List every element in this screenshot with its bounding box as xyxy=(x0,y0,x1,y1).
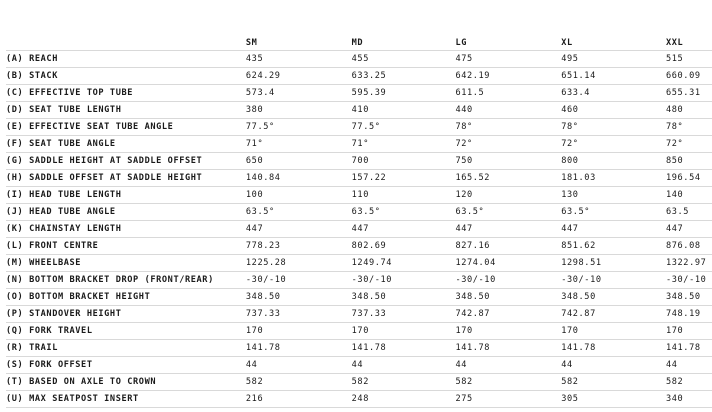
header-size-sm: SM xyxy=(245,38,258,48)
cell-sm: 348.50 xyxy=(245,292,281,302)
cell-xxl: 480 xyxy=(665,105,684,115)
table-row xyxy=(6,357,712,374)
cell-xxl: 515 xyxy=(665,54,684,64)
geometry-table xyxy=(6,36,712,408)
table-row xyxy=(6,68,712,85)
header-size-lg: LG xyxy=(455,38,467,48)
cell-lg: -30/-10 xyxy=(455,275,496,285)
cell-xxl: 141.78 xyxy=(665,343,701,353)
cell-lg: 1274.04 xyxy=(455,258,496,268)
row-label: (A) REACH xyxy=(6,54,58,64)
cell-md: 1249.74 xyxy=(351,258,393,268)
row-label: (N) BOTTOM BRACKET DROP (FRONT/REAR) xyxy=(6,275,214,285)
cell-lg: 120 xyxy=(455,190,473,200)
row-label: (Q) FORK TRAVEL xyxy=(6,326,93,336)
cell-xl: 181.03 xyxy=(561,173,596,183)
cell-xl: 742.87 xyxy=(561,309,596,319)
cell-md: -30/-10 xyxy=(351,275,393,285)
cell-sm: -30/-10 xyxy=(245,275,287,285)
cell-lg: 141.78 xyxy=(455,343,491,353)
cell-md: 410 xyxy=(351,105,369,115)
table-row xyxy=(6,204,712,221)
row-label: (J) HEAD TUBE ANGLE xyxy=(6,207,116,217)
cell-xxl: 44 xyxy=(665,360,678,370)
table-row xyxy=(6,221,712,238)
cell-sm: 100 xyxy=(245,190,264,200)
cell-xl: 582 xyxy=(561,377,579,387)
row-label: (M) WHEELBASE xyxy=(6,258,82,268)
cell-sm: 216 xyxy=(245,394,264,404)
cell-md: 455 xyxy=(351,54,369,64)
table-row xyxy=(6,391,712,408)
table-row xyxy=(6,85,712,102)
row-label: (C) EFFECTIVE TOP TUBE xyxy=(6,88,134,98)
cell-xxl: 140 xyxy=(665,190,684,200)
row-label: (K) CHAINSTAY LENGTH xyxy=(6,224,122,234)
cell-xxl: 850 xyxy=(665,156,684,166)
cell-lg: 165.52 xyxy=(455,173,491,183)
row-label: (L) FRONT CENTRE xyxy=(6,241,99,251)
cell-sm: 44 xyxy=(245,360,258,370)
cell-sm: 573.4 xyxy=(245,88,275,98)
cell-xxl: 582 xyxy=(665,377,684,387)
table-row xyxy=(6,306,712,323)
cell-lg: 447 xyxy=(455,224,473,234)
cell-lg: 72° xyxy=(455,139,473,149)
header-size-xxl: XXL xyxy=(665,38,684,48)
cell-xl: 78° xyxy=(561,122,579,132)
cell-sm: 778.23 xyxy=(245,241,281,251)
cell-md: 110 xyxy=(351,190,369,200)
cell-xl: 348.50 xyxy=(561,292,596,302)
row-label: (S) FORK OFFSET xyxy=(6,360,93,370)
cell-md: 77.5° xyxy=(351,122,381,132)
row-label: (B) STACK xyxy=(6,71,58,81)
cell-xl: 447 xyxy=(561,224,579,234)
cell-md: 157.22 xyxy=(351,173,387,183)
table-body xyxy=(6,51,712,408)
table-row xyxy=(6,323,712,340)
table-row xyxy=(6,153,712,170)
table-row xyxy=(6,238,712,255)
cell-sm: 170 xyxy=(245,326,264,336)
cell-sm: 582 xyxy=(245,377,264,387)
cell-sm: 141.78 xyxy=(245,343,281,353)
cell-xl: 1298.51 xyxy=(561,258,602,268)
cell-xxl: 196.54 xyxy=(665,173,701,183)
cell-xl: 851.62 xyxy=(561,241,596,251)
cell-sm: 1225.28 xyxy=(245,258,287,268)
table-row xyxy=(6,136,712,153)
cell-sm: 447 xyxy=(245,224,264,234)
cell-xxl: 1322.97 xyxy=(665,258,707,268)
row-label: (H) SADDLE OFFSET AT SADDLE HEIGHT xyxy=(6,173,203,183)
cell-md: 348.50 xyxy=(351,292,387,302)
cell-xl: 460 xyxy=(561,105,579,115)
cell-lg: 63.5° xyxy=(455,207,485,217)
cell-sm: 63.5° xyxy=(245,207,275,217)
cell-md: 633.25 xyxy=(351,71,387,81)
cell-xl: 495 xyxy=(561,54,579,64)
table-header xyxy=(6,36,712,51)
cell-md: 248 xyxy=(351,394,369,404)
row-label: (E) EFFECTIVE SEAT TUBE ANGLE xyxy=(6,122,174,132)
cell-md: 44 xyxy=(351,360,364,370)
header-size-md: MD xyxy=(351,38,364,48)
cell-xxl: 660.09 xyxy=(665,71,701,81)
cell-md: 141.78 xyxy=(351,343,387,353)
table-row xyxy=(6,170,712,187)
row-label: (U) MAX SEATPOST INSERT xyxy=(6,394,139,404)
cell-xxl: 876.08 xyxy=(665,241,701,251)
table-row xyxy=(6,187,712,204)
cell-xxl: 340 xyxy=(665,394,684,404)
cell-md: 447 xyxy=(351,224,369,234)
cell-md: 802.69 xyxy=(351,241,387,251)
cell-xl: 800 xyxy=(561,156,579,166)
cell-xl: 72° xyxy=(561,139,579,149)
cell-xxl: 447 xyxy=(665,224,684,234)
cell-xxl: 63.5 xyxy=(665,207,690,217)
cell-lg: 742.87 xyxy=(455,309,491,319)
cell-xl: 305 xyxy=(561,394,579,404)
row-label: (P) STANDOVER HEIGHT xyxy=(6,309,122,319)
cell-lg: 78° xyxy=(455,122,473,132)
cell-xl: 633.4 xyxy=(561,88,591,98)
cell-xl: 651.14 xyxy=(561,71,596,81)
cell-sm: 624.29 xyxy=(245,71,281,81)
row-label: (T) BASED ON AXLE TO CROWN xyxy=(6,377,157,387)
table-row xyxy=(6,255,712,272)
cell-lg: 275 xyxy=(455,394,473,404)
cell-xxl: 748.19 xyxy=(665,309,701,319)
cell-sm: 77.5° xyxy=(245,122,275,132)
row-label: (F) SEAT TUBE ANGLE xyxy=(6,139,116,149)
cell-xxl: 655.31 xyxy=(665,88,701,98)
cell-xl: 44 xyxy=(561,360,573,370)
cell-lg: 827.16 xyxy=(455,241,491,251)
row-label: (R) TRAIL xyxy=(6,343,58,353)
cell-xxl: 78° xyxy=(665,122,684,132)
cell-xl: 170 xyxy=(561,326,579,336)
cell-sm: 380 xyxy=(245,105,264,115)
cell-sm: 737.33 xyxy=(245,309,281,319)
cell-md: 595.39 xyxy=(351,88,387,98)
row-label: (I) HEAD TUBE LENGTH xyxy=(6,190,122,200)
cell-lg: 582 xyxy=(455,377,473,387)
cell-xxl: 72° xyxy=(665,139,684,149)
row-label: (O) BOTTOM BRACKET HEIGHT xyxy=(6,292,151,302)
cell-md: 170 xyxy=(351,326,369,336)
cell-lg: 642.19 xyxy=(455,71,491,81)
table-row xyxy=(6,272,712,289)
cell-lg: 750 xyxy=(455,156,473,166)
cell-lg: 440 xyxy=(455,105,473,115)
cell-lg: 348.50 xyxy=(455,292,491,302)
cell-sm: 650 xyxy=(245,156,264,166)
header-label-column xyxy=(6,36,246,51)
table-row xyxy=(6,289,712,306)
table-row xyxy=(6,374,712,391)
cell-md: 71° xyxy=(351,139,369,149)
cell-lg: 170 xyxy=(455,326,473,336)
table-row xyxy=(6,51,712,68)
table-row xyxy=(6,340,712,357)
cell-lg: 475 xyxy=(455,54,473,64)
cell-md: 63.5° xyxy=(351,207,381,217)
cell-sm: 435 xyxy=(245,54,264,64)
cell-xxl: 170 xyxy=(665,326,684,336)
cell-md: 737.33 xyxy=(351,309,387,319)
cell-xxl: 348.50 xyxy=(665,292,701,302)
cell-sm: 140.84 xyxy=(245,173,281,183)
cell-xl: 63.5° xyxy=(561,207,591,217)
header-row xyxy=(6,36,712,51)
cell-md: 582 xyxy=(351,377,369,387)
cell-md: 700 xyxy=(351,156,369,166)
row-label: (G) SADDLE HEIGHT AT SADDLE OFFSET xyxy=(6,156,203,166)
table-row xyxy=(6,119,712,136)
cell-lg: 611.5 xyxy=(455,88,485,98)
cell-xl: -30/-10 xyxy=(561,275,602,285)
cell-lg: 44 xyxy=(455,360,467,370)
header-size-xl: XL xyxy=(561,38,573,48)
cell-xl: 141.78 xyxy=(561,343,596,353)
table-row xyxy=(6,102,712,119)
cell-xxl: -30/-10 xyxy=(665,275,707,285)
cell-sm: 71° xyxy=(245,139,264,149)
row-label: (D) SEAT TUBE LENGTH xyxy=(6,105,122,115)
cell-xl: 130 xyxy=(561,190,579,200)
